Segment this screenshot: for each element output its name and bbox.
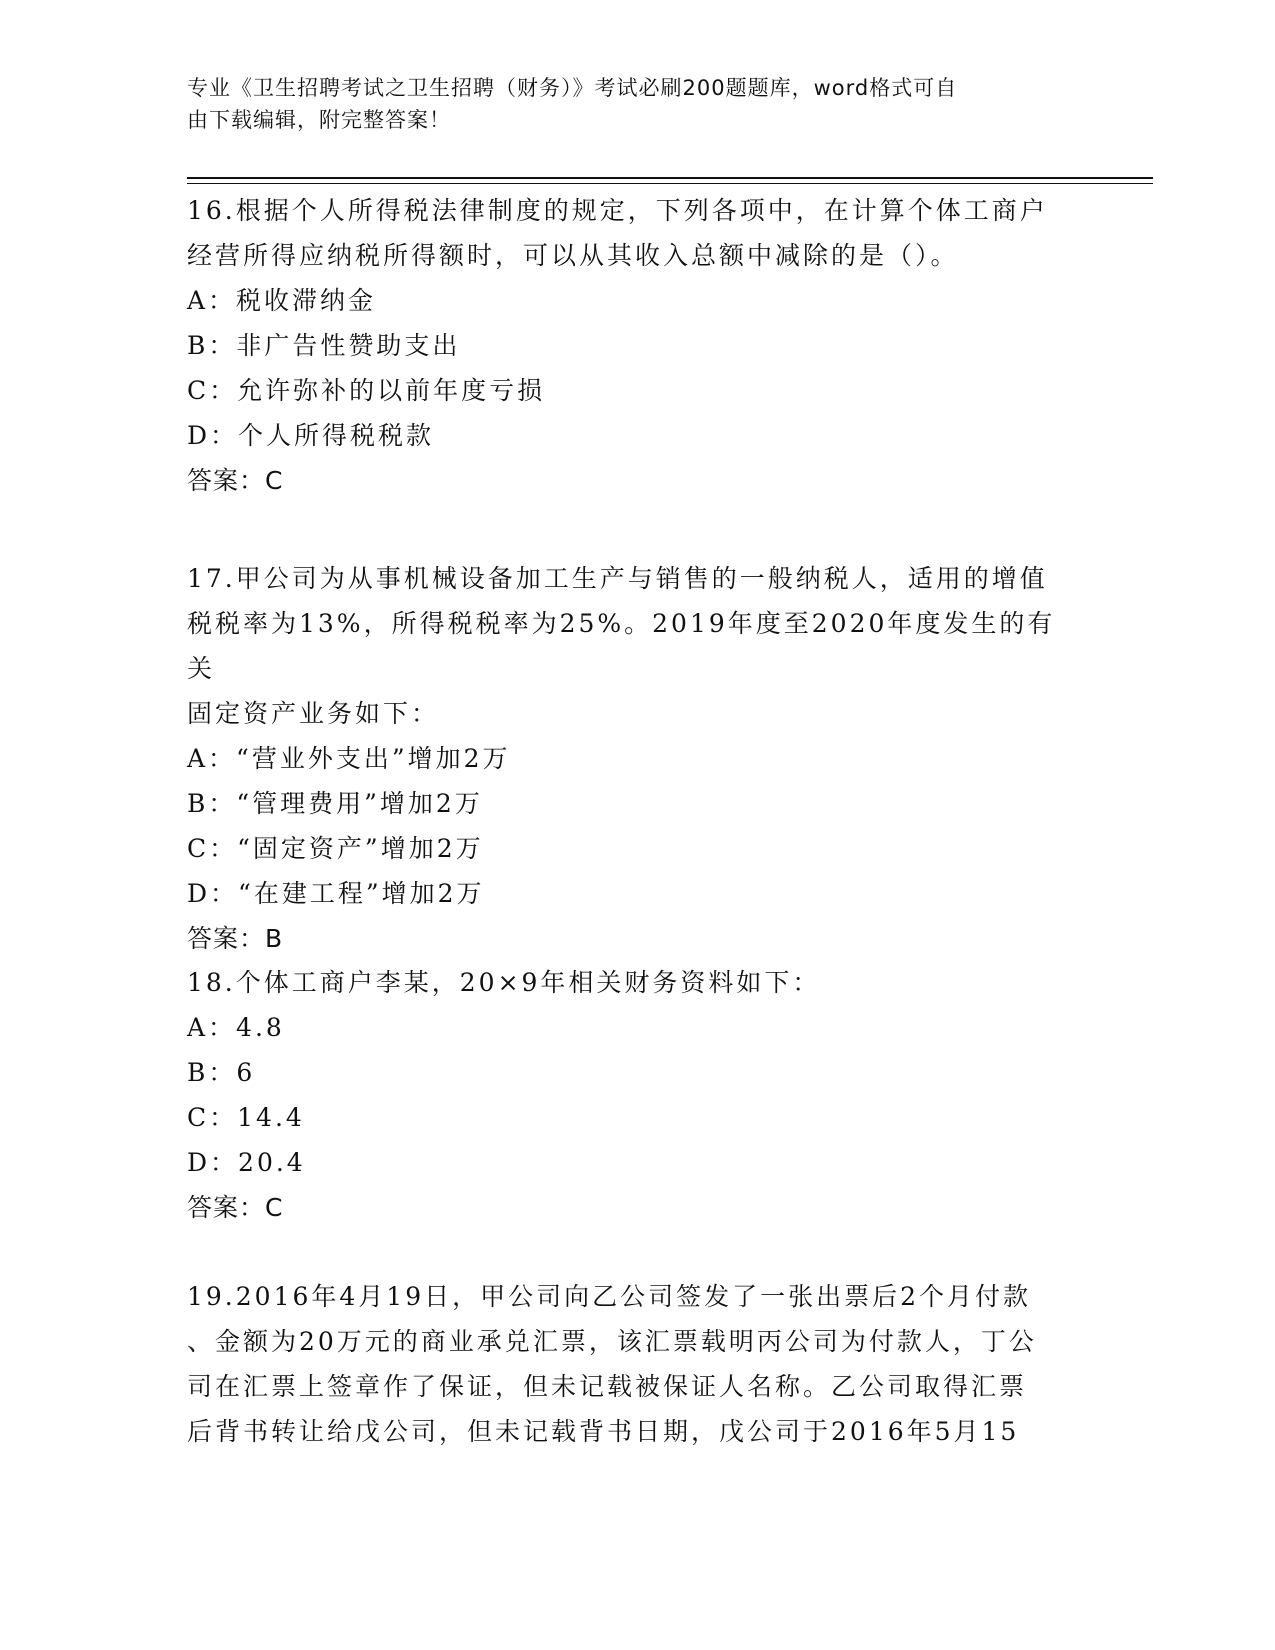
- option-c: C：14.4: [187, 1103, 305, 1132]
- option-b: B：6: [187, 1058, 256, 1087]
- option-c: C：“固定资产”增加2万: [187, 834, 484, 863]
- option-b: B：非广告性赞助支出: [187, 331, 461, 360]
- question-text-line: 经营所得应纳税所得额时，可以从其收入总额中减除的是（）。: [187, 241, 959, 270]
- answer-line: 答案：C: [187, 466, 284, 495]
- question-text-line: 后背书转让给戊公司，但未记载背书日期，戊公司于2016年5月15: [187, 1417, 1020, 1446]
- option-a: A：税收滞纳金: [187, 286, 377, 315]
- question-19: [187, 1274, 1067, 1454]
- question-text-line: 税税率为13%，所得税税率为25%。2019年度至2020年度发生的有关: [187, 609, 1056, 683]
- option-a: A：“营业外支出”增加2万: [187, 744, 511, 773]
- answer-line: 答案：B: [187, 924, 284, 953]
- answer-line: 答案：C: [187, 1193, 284, 1222]
- option-d: D：20.4: [187, 1148, 306, 1177]
- question-text-line: 19.2016年4月19日，甲公司向乙公司签发了一张出票后2个月付款: [187, 1282, 1032, 1311]
- option-a: A：4.8: [187, 1013, 285, 1042]
- header-divider-thin: [187, 183, 1153, 184]
- option-d: D：“在建工程”增加2万: [187, 879, 485, 908]
- header-divider-thick: [187, 177, 1153, 179]
- question-17: [187, 556, 1067, 961]
- question-text-line: 16.根据个人所得税法律制度的规定，下列各项中，在计算个体工商户: [187, 196, 1048, 225]
- question-text-line: 18.个体工商户李某，20×9年相关财务资料如下：: [187, 968, 821, 997]
- option-c: C：允许弥补的以前年度亏损: [187, 376, 546, 405]
- option-d: D：个人所得税税款: [187, 421, 435, 450]
- question-16: [187, 188, 1067, 503]
- question-18: [187, 960, 1067, 1230]
- header-line-1: 专业《卫生招聘考试之卫生招聘（财务）》考试必刷200题题库，word格式可自: [187, 76, 958, 100]
- question-text-line: 固定资产业务如下：: [187, 699, 440, 728]
- question-text-line: 、金额为20万元的商业承兑汇票，该汇票载明丙公司为付款人，丁公: [187, 1327, 1037, 1356]
- question-text-line: 司在汇票上签章作了保证，但未记载被保证人名称。乙公司取得汇票: [187, 1372, 1028, 1401]
- option-b: B：“管理费用”增加2万: [187, 789, 483, 818]
- question-text-line: 17.甲公司为从事机械设备加工生产与销售的一般纳税人，适用的增值: [187, 564, 1048, 593]
- document-header: [187, 72, 1067, 136]
- header-line-2: 由下载编辑，附完整答案！: [187, 108, 451, 132]
